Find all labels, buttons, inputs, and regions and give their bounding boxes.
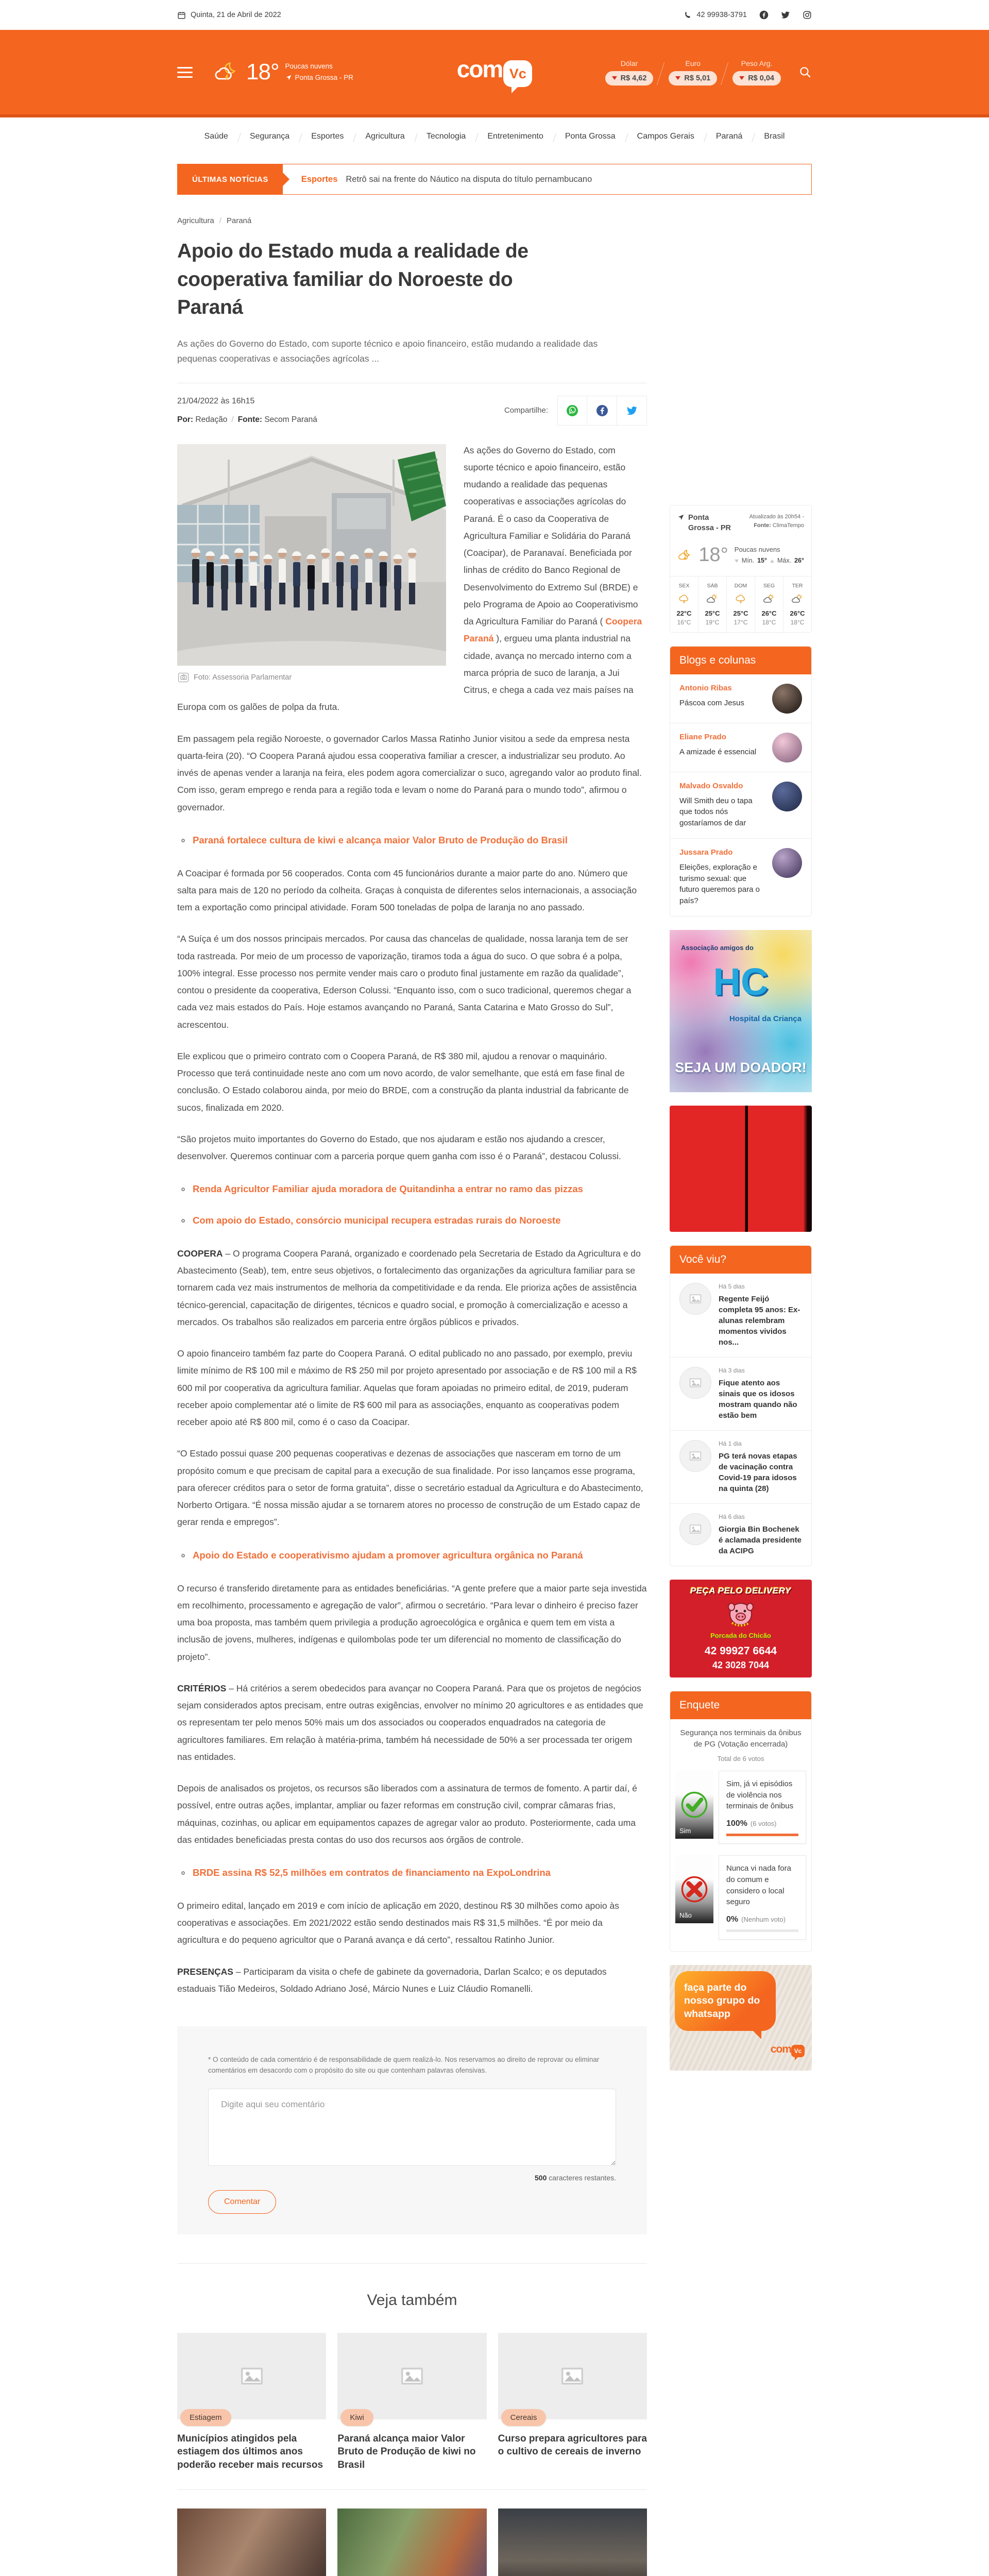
down-triangle-icon bbox=[675, 76, 680, 80]
seen-widget-title: Você viu? bbox=[670, 1246, 811, 1274]
breaking-headline[interactable]: Retrô sai na frente do Náutico na disputa do título pernambucano bbox=[346, 174, 592, 184]
image-placeholder-icon bbox=[688, 1291, 703, 1307]
currency-quotes bbox=[605, 59, 781, 86]
avatar bbox=[772, 782, 802, 811]
weather-updated: Atualizado às 20h54 - Fonte: ClimaTempo bbox=[749, 514, 804, 529]
bullet-icon bbox=[181, 1871, 185, 1875]
nav-item[interactable]: Segurança bbox=[239, 129, 300, 144]
nav-links bbox=[177, 117, 812, 156]
bullet-icon bbox=[181, 1188, 185, 1191]
nav-item[interactable]: Brasil bbox=[753, 129, 795, 144]
blogs-widget-title: Blogs e colunas bbox=[670, 647, 811, 674]
comments-disclaimer: * O conteúdo de cada comentário é de responsabilidade de quem realizá-lo. Nos reservamos ao direito de reprovar ou eliminar comentários em desacordo com o propósito do site ou que contenham palavras ofensivas. bbox=[208, 2055, 600, 2075]
article-photo bbox=[177, 444, 446, 666]
instagram-icon[interactable] bbox=[803, 10, 812, 20]
related-link[interactable]: Apoio do Estado e cooperativismo ajudam a promover agricultura orgânica no Paraná bbox=[193, 1549, 583, 1561]
twitter-icon[interactable] bbox=[781, 10, 790, 20]
poll-option-text: Sim, já vi episódios de violência nos terminais de ônibus bbox=[726, 1779, 794, 1811]
image-placeholder-icon bbox=[688, 1448, 703, 1464]
category-tag[interactable]: Kiwi bbox=[340, 2409, 373, 2426]
seen-item-age: Há 3 dias bbox=[719, 1366, 745, 1374]
thumbnail-placeholder bbox=[679, 1513, 711, 1545]
forecast-day bbox=[698, 577, 726, 632]
poll-question: Segurança nos terminais da ônibus de PG (Votação encerrada) bbox=[680, 1728, 802, 1749]
comment-submit-button[interactable]: Comentar bbox=[208, 2190, 276, 2214]
card-title[interactable]: Curso prepara agricultores para o cultivo de cereais de inverno bbox=[498, 2433, 647, 2458]
news-card[interactable] bbox=[337, 2333, 486, 2472]
related-link[interactable]: Com apoio do Estado, consórcio municipal recupera estradas rurais do Noroeste bbox=[193, 1215, 561, 1226]
header-weather[interactable] bbox=[213, 59, 353, 86]
seen-item-title[interactable]: PG terá novas etapas de vacinação contra Covid-19 para idosos na quinta (28) bbox=[719, 1451, 797, 1493]
category-tag[interactable]: Cereais bbox=[501, 2409, 547, 2426]
thumbnail-placeholder bbox=[679, 1367, 711, 1399]
phone-icon bbox=[684, 11, 692, 20]
current-temperature: 18° bbox=[698, 544, 728, 566]
seen-item-age: Há 6 dias bbox=[719, 1513, 745, 1520]
moon-cloud-icon bbox=[677, 542, 692, 569]
image-placeholder-icon bbox=[398, 2362, 427, 2391]
forecast-weather-icon bbox=[735, 593, 747, 605]
related-section-title: Veja também bbox=[367, 2291, 457, 2309]
pig-mascot-icon bbox=[725, 1601, 757, 1628]
share-label: Compartilhe: bbox=[504, 406, 548, 415]
forecast-day-name: SÁB bbox=[707, 582, 718, 589]
currency-quote bbox=[605, 59, 654, 86]
inline-link[interactable]: Coopera Paraná bbox=[464, 616, 642, 644]
forecast-day-name: DOM bbox=[734, 582, 747, 589]
related-link[interactable]: Renda Agricultor Familiar ajuda moradora de Quitandinha a entrar no ramo das pizzas bbox=[193, 1183, 583, 1195]
blog-post-title[interactable]: Eleições, exploração e turismo sexual: que futuro queremos para o país? bbox=[679, 862, 760, 906]
forecast-high: 25°C bbox=[705, 609, 720, 617]
share-facebook-button[interactable] bbox=[587, 396, 617, 426]
forecast-day bbox=[783, 577, 811, 632]
breaking-badge: ÚLTIMAS NOTÍCIAS bbox=[178, 164, 283, 194]
main-nav bbox=[0, 117, 989, 156]
facebook-icon[interactable] bbox=[759, 10, 769, 20]
forecast-low: 19°C bbox=[705, 618, 720, 626]
news-card[interactable] bbox=[177, 2333, 326, 2472]
weather-city: Ponta Grossa - PR bbox=[295, 74, 353, 81]
poll-option-label: Não bbox=[679, 1911, 692, 1920]
news-card[interactable] bbox=[337, 2509, 486, 2576]
whatsapp-group-banner[interactable] bbox=[670, 1965, 812, 2071]
comments-section bbox=[177, 2026, 647, 2234]
down-triangle-icon bbox=[739, 76, 744, 80]
news-card[interactable] bbox=[498, 2509, 647, 2576]
article-figure bbox=[177, 444, 446, 685]
currency-quote bbox=[669, 59, 717, 86]
thumbnail-placeholder bbox=[679, 1283, 711, 1315]
card-image bbox=[498, 2509, 647, 2576]
article-paragraph: “São projetos muito importantes do Governo do Estado, que nos ajudaram e estão nos ajudando a crescer, desenvolver. Queremos continuar com a parceria porque quem ganha com isso é o Paraná”, destacou Colussi. bbox=[177, 1133, 621, 1162]
related-link-item[interactable] bbox=[181, 1182, 647, 1196]
card-image bbox=[498, 2333, 647, 2419]
whatsapp-banner-text: faça parte do nosso grupo do whatsapp bbox=[675, 1971, 776, 2031]
blog-item[interactable] bbox=[670, 839, 811, 916]
forecast-low: 17°C bbox=[734, 618, 748, 626]
poll-votes: (Nenhum voto) bbox=[741, 1916, 786, 1924]
seen-item-title[interactable]: Fique atento aos sinais que os idosos mostram quando não estão bem bbox=[719, 1378, 797, 1420]
seen-item-title[interactable]: Giorgia Bin Bochenek é aclamada presidente da ACIPG bbox=[719, 1524, 802, 1555]
forecast-low: 16°C bbox=[677, 618, 691, 626]
breaking-category[interactable]: Esportes bbox=[301, 174, 338, 184]
forecast-low: 18°C bbox=[762, 618, 776, 626]
poll-total-votes: Total de 6 votos bbox=[717, 1754, 764, 1762]
seen-item[interactable] bbox=[670, 1274, 811, 1358]
delivery-phone-2: 42 3028 7044 bbox=[712, 1659, 770, 1670]
article-paragraph: COOPERA – O programa Coopera Paraná, organizado e coordenado pela Secretaria de Estado da Agricultura e do Abastecimento (Seab), tem, entre seus objetivos, o fortalecimento das organizações da agricultura familiar para se tornarem cada vez mais instrumentos de melhoria da competitividade e da renda. Ele prioriza ações de assistência técnico-gerencial, capacitação de dirigentes, técnicos e quadro social, e promoção à comercialização e acesso a mercados. Os trabalhos são realizados em parceria entre órgãos públicos e privados. bbox=[177, 1248, 641, 1327]
forecast-weather-icon bbox=[791, 593, 804, 605]
characters-counter: 500 caracteres restantes. bbox=[535, 2173, 616, 2182]
site-logo-small: com Vc bbox=[771, 2043, 805, 2057]
forecast-weather-icon bbox=[678, 593, 690, 605]
current-date: Quinta, 21 de Abril de 2022 bbox=[177, 11, 281, 20]
currency-value: R$ 5,01 bbox=[684, 74, 711, 82]
blog-post-title[interactable]: Páscoa com Jesus bbox=[679, 698, 744, 707]
page-title: Apoio do Estado muda a realidade de cooperativa familiar do Noroeste do Paraná bbox=[177, 240, 528, 319]
article-paragraph: O apoio financeiro também faz parte do Coopera Paraná. O edital publicado no ano passado, por exemplo, previu limite mínimo de R$ 100 mil e máximo de R$ 250 mil por projeto apresentado por associação e de R$ 100 mil a R$ 600 mil por cooperativa da agricultura familiar. Aquelas que foram apoiadas no primeiro edital, de 2019, puderam receber apoio complementar até o limite de R$ 600 mil para as associações, enquanto as cooperativas podem receber apoio até R$ 800 mil, como é o caso da Coacipar. bbox=[177, 1348, 637, 1428]
nav-item[interactable]: Tecnologia bbox=[416, 129, 477, 144]
currency-value: R$ 0,04 bbox=[748, 74, 774, 82]
max-icon bbox=[770, 560, 774, 563]
article-paragraph: CRITÉRIOS – Há critérios a serem obedecidos para avançar no Coopera Paraná. Para que os projetos de negócios sejam considerados aptos precisam, entre outras exigências, envolver no mínimo 20 agricultores e as entidades que os representam ter pelo menos 50% mais um dos associados ou cooperados enquadrados na categoria de agricultores familiares. Em relação à matéria-prima, também há necessidade de 50% a ser processada ter origem nas entidades. bbox=[177, 1683, 643, 1762]
top-utility-bar bbox=[0, 0, 989, 30]
comment-input[interactable] bbox=[208, 2089, 616, 2166]
delivery-phone-1: 42 99927 6644 bbox=[704, 1645, 777, 1657]
moon-cloud-icon bbox=[213, 59, 240, 86]
currency-label: Euro bbox=[685, 59, 701, 67]
article-paragraph: A Coacipar é formada por 56 cooperados. Conta com 45 funcionários durante a maior parte do ano. Número que salta para mais de 120 no período da colheita. Graças à conquista de diferentes selos internacionais, a associação tem a exportação como principal atividade. Foram 500 toneladas de polpa de laranja no ano passado. bbox=[177, 868, 637, 913]
currency-label: Dólar bbox=[620, 59, 638, 67]
forecast-day bbox=[670, 577, 698, 632]
seen-item[interactable] bbox=[670, 1358, 811, 1431]
poll-option-label: Sim bbox=[679, 1826, 691, 1835]
facebook-icon bbox=[596, 404, 608, 417]
seen-item[interactable] bbox=[670, 1431, 811, 1504]
contact-phone[interactable]: 42 99938-3791 bbox=[684, 11, 747, 20]
article-paragraph: Depois de analisados os projetos, os recursos são liberados com a assinatura de termos de fomento. A partir daí, é possível, entre outras ações, implantar, ampliar ou fazer reformas em construção civil, comprar câmaras frias, máquinas, cozinhas, ou aplicar em equipamentos capazes de agregar valor ao produto. Posteriormente, cada uma das entidades beneficiadas presta contas do uso dos recursos aos órgãos de controle. bbox=[177, 1783, 637, 1845]
avatar bbox=[772, 848, 802, 878]
twitter-icon bbox=[626, 405, 638, 416]
min-icon bbox=[735, 560, 739, 563]
bullet-icon bbox=[181, 1554, 185, 1557]
poll-mark-icon bbox=[680, 1875, 708, 1903]
weather-city: Ponta Grossa - PR bbox=[688, 514, 731, 533]
poll-option bbox=[675, 1855, 806, 1940]
seen-item[interactable] bbox=[670, 1504, 811, 1566]
seen-widget bbox=[670, 1245, 812, 1566]
weather-condition: Poucas nuvens bbox=[285, 62, 333, 71]
forecast-weather-icon bbox=[763, 593, 775, 605]
share-whatsapp-button[interactable] bbox=[557, 396, 587, 426]
related-link[interactable]: Paraná fortalece cultura de kiwi e alcança maior Valor Bruto de Produção do Brasil bbox=[193, 834, 568, 845]
nav-item[interactable]: Campos Gerais bbox=[626, 129, 705, 144]
card-title[interactable]: Paraná alcança maior Valor Bruto de Produção de kiwi no Brasil bbox=[337, 2433, 476, 2471]
blog-item[interactable] bbox=[670, 772, 811, 839]
related-link-item[interactable] bbox=[181, 1866, 647, 1880]
nav-item[interactable]: Paraná bbox=[705, 129, 754, 144]
share-twitter-button[interactable] bbox=[617, 396, 647, 426]
card-image bbox=[337, 2333, 486, 2419]
calendar-icon bbox=[177, 11, 186, 20]
related-cards-row bbox=[177, 2333, 647, 2490]
card-image bbox=[177, 2509, 326, 2576]
currency-quote bbox=[732, 59, 781, 86]
related-link-item[interactable] bbox=[181, 1214, 647, 1228]
breadcrumb-section[interactable]: Agricultura bbox=[177, 216, 214, 225]
related-link[interactable]: BRDE assina R$ 52,5 milhões em contratos de financiamento na ExpoLondrina bbox=[193, 1867, 551, 1878]
forecast-high: 26°C bbox=[761, 609, 777, 617]
news-card[interactable] bbox=[498, 2333, 647, 2472]
card-image bbox=[337, 2509, 486, 2576]
site-header bbox=[0, 30, 989, 117]
forecast-high: 25°C bbox=[733, 609, 748, 617]
article-paragraph: As ações do Governo do Estado, com suporte técnico e apoio financeiro, estão mudando a realidade das pequenas cooperativas e associações agrícolas do Paraná. É o caso da Cooperativa de Agricultura Familiar e Solidária do Paraná (Coacipar), de Paranavaí. Beneficiada por linhas de crédito do Banco Regional de Desenvolvimento do Extremo Sul (BRDE) e pelo Programa de Apoio ao Cooperativismo da Agricultura Familiar do Paraná ( Coopera Paraná ), ergueu uma planta industrial na cidade, avança no mercado interno com a marca própria de suco de laranja, a Jui Citrus, e chega a cada vez mais países na Europa com os galões de polpa da fruta. bbox=[177, 445, 642, 713]
photo-caption: Foto: Assessoria Parlamentar bbox=[194, 673, 292, 682]
publish-date: 21/04/2022 às 16h15 bbox=[177, 396, 255, 405]
breadcrumb-region[interactable]: Paraná bbox=[226, 216, 252, 225]
poll-widget-title: Enquete bbox=[670, 1691, 811, 1719]
camera-icon bbox=[178, 673, 189, 682]
news-card[interactable] bbox=[177, 2509, 326, 2576]
category-tag[interactable]: Estiagem bbox=[180, 2409, 231, 2426]
poll-option-image bbox=[675, 1771, 713, 1839]
forecast-day-name: SEG bbox=[763, 582, 775, 589]
article-paragraph: O recurso é transferido diretamente para as entidades beneficiárias. “A gente prefere que a maior parte seja investida em recolhimento, processamento e agregação de valor”, afirmou o secretário. “Para levar o dinheiro é preciso fazer uma boa proposta, mas também quem privilegia a produção agroecológica e orgânica e quem tem em vista a inclusão de jovens, mulheres, indígenas e quilombolas pode ter um diferencial no momento de classificação do projeto”. bbox=[177, 1583, 647, 1662]
article-paragraph: PRESENÇAS – Participaram da visita o chefe de gabinete da governadoria, Darlan Scalco; e os deputados estaduais Tião Medeiros, Soldado Adriano José, Márcio Nunes e Luiz Cláudio Romanelli. bbox=[177, 1966, 607, 1994]
blog-post-title[interactable]: A amizade é essencial bbox=[679, 747, 757, 756]
poll-option-image bbox=[675, 1855, 713, 1923]
nav-item[interactable]: Entretenimento bbox=[476, 129, 554, 144]
nav-item[interactable]: Saúde bbox=[204, 132, 228, 141]
menu-button[interactable] bbox=[177, 67, 193, 78]
poll-widget bbox=[670, 1691, 812, 1952]
article-paragraph: O primeiro edital, lançado em 2019 e com início de aplicação em 2020, destinou R$ 30 milhões como apoio às cooperativas e associações. Em 2021/2022 estão sendo destinados mais R$ 31,5 milhões. “É por meio da agricultura e do pequeno agricultor que o Paraná avança e dá certo”, ressaltou Ratinho Junior. bbox=[177, 1900, 619, 1945]
forecast-day-name: SEX bbox=[678, 582, 690, 589]
breaking-news-bar[interactable] bbox=[177, 164, 812, 195]
card-image bbox=[177, 2333, 326, 2419]
weather-widget: Ponta Grossa - PR Atualizado às 20h54 - Fonte: ClimaTempo 18° Poucas nuvens Mín. 15° Máx. 26° SEX 22°C 16°C SÁB 25°C 19°C DOM 25°C 17°C SEG 26°C 18°C TER 26°C 18°C bbox=[670, 505, 812, 633]
whatsapp-icon bbox=[566, 404, 578, 417]
nav-item[interactable]: Agricultura bbox=[354, 129, 415, 144]
down-triangle-icon bbox=[612, 76, 617, 80]
bullet-icon bbox=[181, 839, 185, 842]
article-paragraph: “O Estado possui quase 200 pequenas cooperativas e dezenas de associações que nasceram em torno de um propósito comum e que precisam de capital para a execução de sua finalidade. Por isso lançamos esse programa, para oferecer créditos para o setor de forma gratuita”, disse o secretário estadual da Agricultura e do Abastecimento, Norberto Ortigara. “É nossa missão ajudar a se tornarem atores no processo de construção de um Estado capaz de gerar renda e empregos”. bbox=[177, 1448, 643, 1528]
related-link-item[interactable] bbox=[181, 834, 647, 848]
blog-author[interactable]: Jussara Prado bbox=[679, 848, 733, 857]
weather-forecast bbox=[670, 576, 811, 632]
article-paragraph: “A Suíça é um dos nossos principais mercados. Por causa das chancelas de qualidade, nossa laranja tem de ser toda rastreada. Por meio de um processo de vaporização, tiramos toda a água do suco. O que sobra é a polpa, 100% integral. Esse processo nos permite vender mais caro o produto final justamente em razão da qualidade”, contou o presidente da cooperativa, Ederson Colussi. “Enquanto isso, com o suco tradicional, queremos chegar a cada vez mais estados do País. Hoje estamos avançando no Paraná, Santa Catarina e Mato Grosso do Sul”, acrescentou. bbox=[177, 934, 632, 1030]
forecast-high: 26°C bbox=[790, 609, 805, 617]
location-arrow-icon bbox=[677, 514, 685, 521]
seen-item-age: Há 1 dia bbox=[719, 1439, 742, 1447]
blog-author[interactable]: Malvado Osvaldo bbox=[679, 781, 743, 790]
header-temperature: 18° bbox=[246, 59, 279, 84]
image-placeholder-icon bbox=[237, 2362, 266, 2391]
ad-banner[interactable] bbox=[670, 1106, 812, 1232]
poll-mark-icon bbox=[680, 1791, 708, 1819]
divider bbox=[177, 2263, 647, 2264]
article-paragraph: Ele explicou que o primeiro contrato com o Coopera Paraná, de R$ 380 mil, ajudou a renovar o maquinário. Processo que terá continuidade neste ano com um novo acordo, de valor semelhante, que está em fase final de conclusão. O Estado colaborou ainda, por meio do BRDE, com a construção da planta industrial da fabricante de sucos, finalizada em 2020. bbox=[177, 1050, 629, 1113]
article-lead: As ações do Governo do Estado, com suporte técnico e apoio financeiro, estão mudando a realidade das pequenas cooperativas e associações agrícolas ... bbox=[177, 338, 598, 364]
logo-speech-bubble: Vc bbox=[503, 60, 532, 87]
blog-item[interactable] bbox=[670, 723, 811, 772]
related-link-item[interactable] bbox=[181, 1549, 647, 1563]
poll-percent: 0% bbox=[726, 1915, 739, 1924]
nav-item[interactable]: Ponta Grossa bbox=[554, 129, 626, 144]
avatar bbox=[772, 684, 802, 714]
poll-bar bbox=[726, 1834, 798, 1836]
forecast-high: 22°C bbox=[676, 609, 692, 617]
poll-votes: (6 votos) bbox=[750, 1820, 777, 1828]
image-placeholder-icon bbox=[688, 1375, 703, 1391]
poll-option-text: Nunca vi nada fora do comum e considero o local seguro bbox=[726, 1864, 791, 1907]
seen-item-title[interactable]: Regente Feijó completa 95 anos: Ex-alunas relembram momentos vividos nos... bbox=[719, 1294, 800, 1347]
site-logo[interactable]: com Vc bbox=[457, 57, 533, 87]
blog-author[interactable]: Antonio Ribas bbox=[679, 683, 732, 692]
currency-value: R$ 4,62 bbox=[620, 74, 647, 82]
currency-label: Peso Arg. bbox=[741, 59, 773, 67]
image-placeholder-icon bbox=[688, 1521, 703, 1537]
blog-post-title[interactable]: Will Smith deu o tapa que todos nós gostaríamos de dar bbox=[679, 796, 753, 828]
article-body bbox=[177, 442, 647, 2012]
poll-percent: 100% bbox=[726, 1819, 747, 1828]
avatar bbox=[772, 733, 802, 762]
hc-donation-banner[interactable]: Associação amigos do HC Hospital da Criança SEJA UM DOADOR! bbox=[670, 930, 812, 1092]
poll-bar bbox=[726, 1929, 798, 1932]
nav-item[interactable]: Esportes bbox=[300, 129, 354, 144]
seen-item-age: Há 5 dias bbox=[719, 1282, 745, 1290]
related-cards-row bbox=[177, 2509, 647, 2576]
blog-author[interactable]: Eliane Prado bbox=[679, 732, 726, 741]
delivery-ad-banner[interactable]: PEÇA PELO DELIVERY Porcada do Chicão 42 99927 6644 42 3028 7044 bbox=[670, 1580, 812, 1677]
forecast-weather-icon bbox=[706, 593, 719, 605]
forecast-low: 18°C bbox=[790, 618, 805, 626]
article-paragraph: Em passagem pela região Noroeste, o governador Carlos Massa Ratinho Junior visitou a sede da empresa nesta quarta-feira (20). “O Coopera Paraná ajudou essa cooperativa familiar a crescer, a industrializar seu produto. Ao invés de apenas vender a laranja na feira, eles podem agora comercializar o suco, agregando valor ao produto final. Com isso, geram emprego e renda para a região toda e levam o nome do Paraná para o mundo todo”, afirmou o governador. bbox=[177, 733, 642, 812]
bullet-icon bbox=[181, 1219, 185, 1223]
image-placeholder-icon bbox=[558, 2362, 587, 2391]
forecast-day bbox=[755, 577, 783, 632]
byline: Por: Redação / Fonte: Secom Paraná bbox=[177, 415, 317, 424]
blogs-widget bbox=[670, 646, 812, 917]
forecast-day bbox=[726, 577, 755, 632]
forecast-day-name: TER bbox=[792, 582, 803, 589]
breadcrumb: Agricultura / Paraná bbox=[177, 216, 252, 225]
thumbnail-placeholder bbox=[679, 1440, 711, 1472]
poll-option bbox=[675, 1771, 806, 1844]
weather-condition: Poucas nuvens bbox=[734, 545, 780, 553]
blog-item[interactable] bbox=[670, 674, 811, 723]
search-icon[interactable] bbox=[798, 65, 812, 79]
card-title[interactable]: Municípios atingidos pela estiagem dos últimos anos poderão receber mais recursos bbox=[177, 2433, 323, 2471]
location-arrow-icon bbox=[285, 74, 292, 81]
